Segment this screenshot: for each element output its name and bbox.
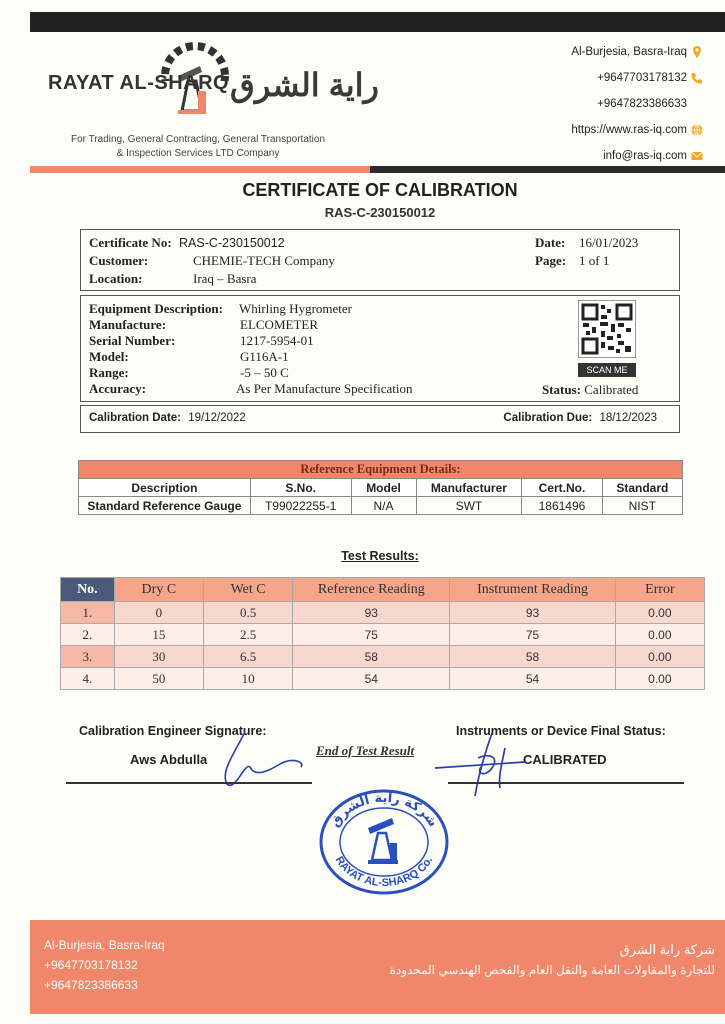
stamp-text-en: RAYAT AL-SHARQ Co. bbox=[332, 854, 436, 890]
res-cell: 0.00 bbox=[615, 668, 704, 690]
ref-cell-description: Standard Reference Gauge bbox=[79, 497, 251, 515]
res-cell: 0 bbox=[114, 602, 203, 624]
footer-company-name-ar: شركة راية الشرق bbox=[619, 942, 715, 957]
res-cell: 3. bbox=[61, 646, 115, 668]
res-cell: 6.5 bbox=[203, 646, 292, 668]
res-cell: 50 bbox=[114, 668, 203, 690]
ref-col-certno: Cert.No. bbox=[522, 479, 602, 497]
engineer-signature-line bbox=[66, 782, 312, 784]
email-icon bbox=[691, 150, 703, 162]
cert-no-row: Certificate No: RAS-C-230150012 bbox=[89, 235, 285, 250]
status-row: Status: Calibrated bbox=[542, 382, 639, 397]
certificate-info-box bbox=[80, 229, 680, 291]
contact-website[interactable]: https://www.ras-iq.com bbox=[571, 122, 703, 148]
res-cell: 10 bbox=[203, 668, 292, 690]
calibration-dates-bar bbox=[80, 405, 680, 433]
ref-cell-standard: NIST bbox=[602, 497, 682, 515]
res-col-reference: Reference Reading bbox=[293, 578, 450, 602]
res-cell: 54 bbox=[293, 668, 450, 690]
ref-cell-model: N/A bbox=[351, 497, 416, 515]
res-col-error: Error bbox=[615, 578, 704, 602]
ref-col-standard: Standard bbox=[602, 479, 682, 497]
res-cell: 0.00 bbox=[615, 646, 704, 668]
res-cell: 75 bbox=[450, 624, 615, 646]
ref-col-sno: S.No. bbox=[250, 479, 351, 497]
res-cell: 4. bbox=[61, 668, 115, 690]
equipment-box bbox=[80, 295, 680, 402]
accuracy-row: Accuracy: As Per Manufacture Specification bbox=[89, 381, 413, 396]
res-col-no: No. bbox=[61, 578, 115, 602]
location-pin-icon bbox=[691, 46, 703, 58]
res-cell: 2. bbox=[61, 624, 115, 646]
res-cell: 0.00 bbox=[615, 624, 704, 646]
stamp-text-ar: شركة راية الشرق bbox=[327, 790, 441, 830]
reference-equipment-table bbox=[78, 460, 683, 515]
res-cell: 58 bbox=[450, 646, 615, 668]
table-row bbox=[61, 624, 705, 646]
res-cell: 2.5 bbox=[203, 624, 292, 646]
ref-cell-certno: 1861496 bbox=[522, 497, 602, 515]
top-bar bbox=[30, 12, 725, 32]
res-cell: 93 bbox=[293, 602, 450, 624]
certificate-number-heading: RAS-C-230150012 bbox=[324, 205, 436, 220]
tagline-line-1: For Trading, General Contracting, General Transportation bbox=[70, 134, 326, 145]
final-status-value: CALIBRATED bbox=[523, 752, 607, 767]
table-row bbox=[61, 668, 705, 690]
res-cell: 15 bbox=[114, 624, 203, 646]
company-stamp bbox=[318, 788, 450, 896]
header-contact bbox=[571, 44, 703, 174]
header-divider-dark bbox=[370, 166, 725, 173]
footer-company-desc-ar: للتجارة والمقاولات العامة والنقل العام والفحص الهندسي المحدودة bbox=[389, 963, 715, 977]
scan-me-label: SCAN ME bbox=[578, 363, 636, 377]
qr-code-block[interactable] bbox=[578, 300, 636, 374]
company-name-en: RAYAT AL-SHARQ bbox=[48, 72, 230, 94]
table-row bbox=[61, 602, 705, 624]
reference-table-title: Reference Equipment Details: bbox=[79, 461, 683, 479]
res-col-instrument: Instrument Reading bbox=[450, 578, 615, 602]
contact-phone-1: +9647703178132 bbox=[571, 70, 703, 96]
res-col-wet: Wet C bbox=[203, 578, 292, 602]
res-cell: 75 bbox=[293, 624, 450, 646]
footer-contact bbox=[44, 935, 165, 995]
qr-code-icon[interactable] bbox=[578, 300, 636, 358]
final-status-label: Instruments or Device Final Status: bbox=[456, 724, 666, 738]
res-cell: 58 bbox=[293, 646, 450, 668]
test-results-title: Test Results: bbox=[341, 549, 419, 563]
calibration-date: Calibration Date: 19/12/2022 bbox=[89, 412, 246, 424]
certificate-title: CERTIFICATE OF CALIBRATION bbox=[242, 180, 518, 200]
res-cell: 30 bbox=[114, 646, 203, 668]
table-row bbox=[61, 646, 705, 668]
globe-icon bbox=[691, 124, 703, 136]
customer-row: Customer: CHEMIE-TECH Company bbox=[89, 253, 335, 268]
ref-col-model: Model bbox=[351, 479, 416, 497]
company-name-ar: راية الشرق bbox=[230, 67, 379, 103]
res-cell: 0.5 bbox=[203, 602, 292, 624]
calibration-due: Calibration Due: 18/12/2023 bbox=[503, 412, 657, 424]
page-row: Page: 1 of 1 bbox=[535, 253, 610, 268]
contact-phone-2: +9647823386633 bbox=[597, 98, 687, 110]
final-status-signature-line bbox=[448, 782, 684, 784]
contact-email[interactable]: info@ras-iq.com bbox=[571, 148, 703, 174]
ref-col-description: Description bbox=[79, 479, 251, 497]
equipment-desc-row: Equipment Description: Whirling Hygrometer bbox=[89, 301, 352, 316]
ref-cell-manufacturer: SWT bbox=[416, 497, 522, 515]
engineer-signature-label: Calibration Engineer Signature: bbox=[79, 724, 267, 738]
tagline-line-2: & Inspection Services LTD Company bbox=[116, 148, 280, 159]
contact-address: Al-Burjesia, Basra-Iraq bbox=[571, 44, 703, 70]
res-cell: 93 bbox=[450, 602, 615, 624]
res-cell: 1. bbox=[61, 602, 115, 624]
range-row: Range: -5 – 50 C bbox=[89, 365, 289, 380]
end-of-test-result: End of Test Result bbox=[316, 743, 415, 758]
phone-icon bbox=[691, 72, 703, 84]
footer-company-ar bbox=[390, 940, 715, 980]
model-row: Model: G116A-1 bbox=[89, 349, 289, 364]
manufacture-row: Manufacture: ELCOMETER bbox=[89, 317, 318, 332]
footer-phone-2: +9647823386633 bbox=[44, 978, 138, 992]
footer-address: Al-Burjesia, Basra-Iraq bbox=[44, 938, 165, 952]
table-row bbox=[79, 497, 683, 515]
date-row: Date: 16/01/2023 bbox=[535, 235, 639, 250]
serial-row: Serial Number: 1217-5954-01 bbox=[89, 333, 314, 348]
header-divider-orange bbox=[30, 166, 370, 173]
company-tagline bbox=[48, 133, 348, 161]
test-results-table bbox=[60, 577, 705, 690]
location-row: Location: Iraq – Basra bbox=[89, 271, 257, 286]
footer-phone-1: +9647703178132 bbox=[44, 958, 138, 972]
engineer-name: Aws Abdulla bbox=[130, 752, 208, 767]
ref-cell-sno: T99022255-1 bbox=[250, 497, 351, 515]
res-cell: 54 bbox=[450, 668, 615, 690]
res-col-dry: Dry C bbox=[114, 578, 203, 602]
res-cell: 0.00 bbox=[615, 602, 704, 624]
ref-col-manufacturer: Manufacturer bbox=[416, 479, 522, 497]
